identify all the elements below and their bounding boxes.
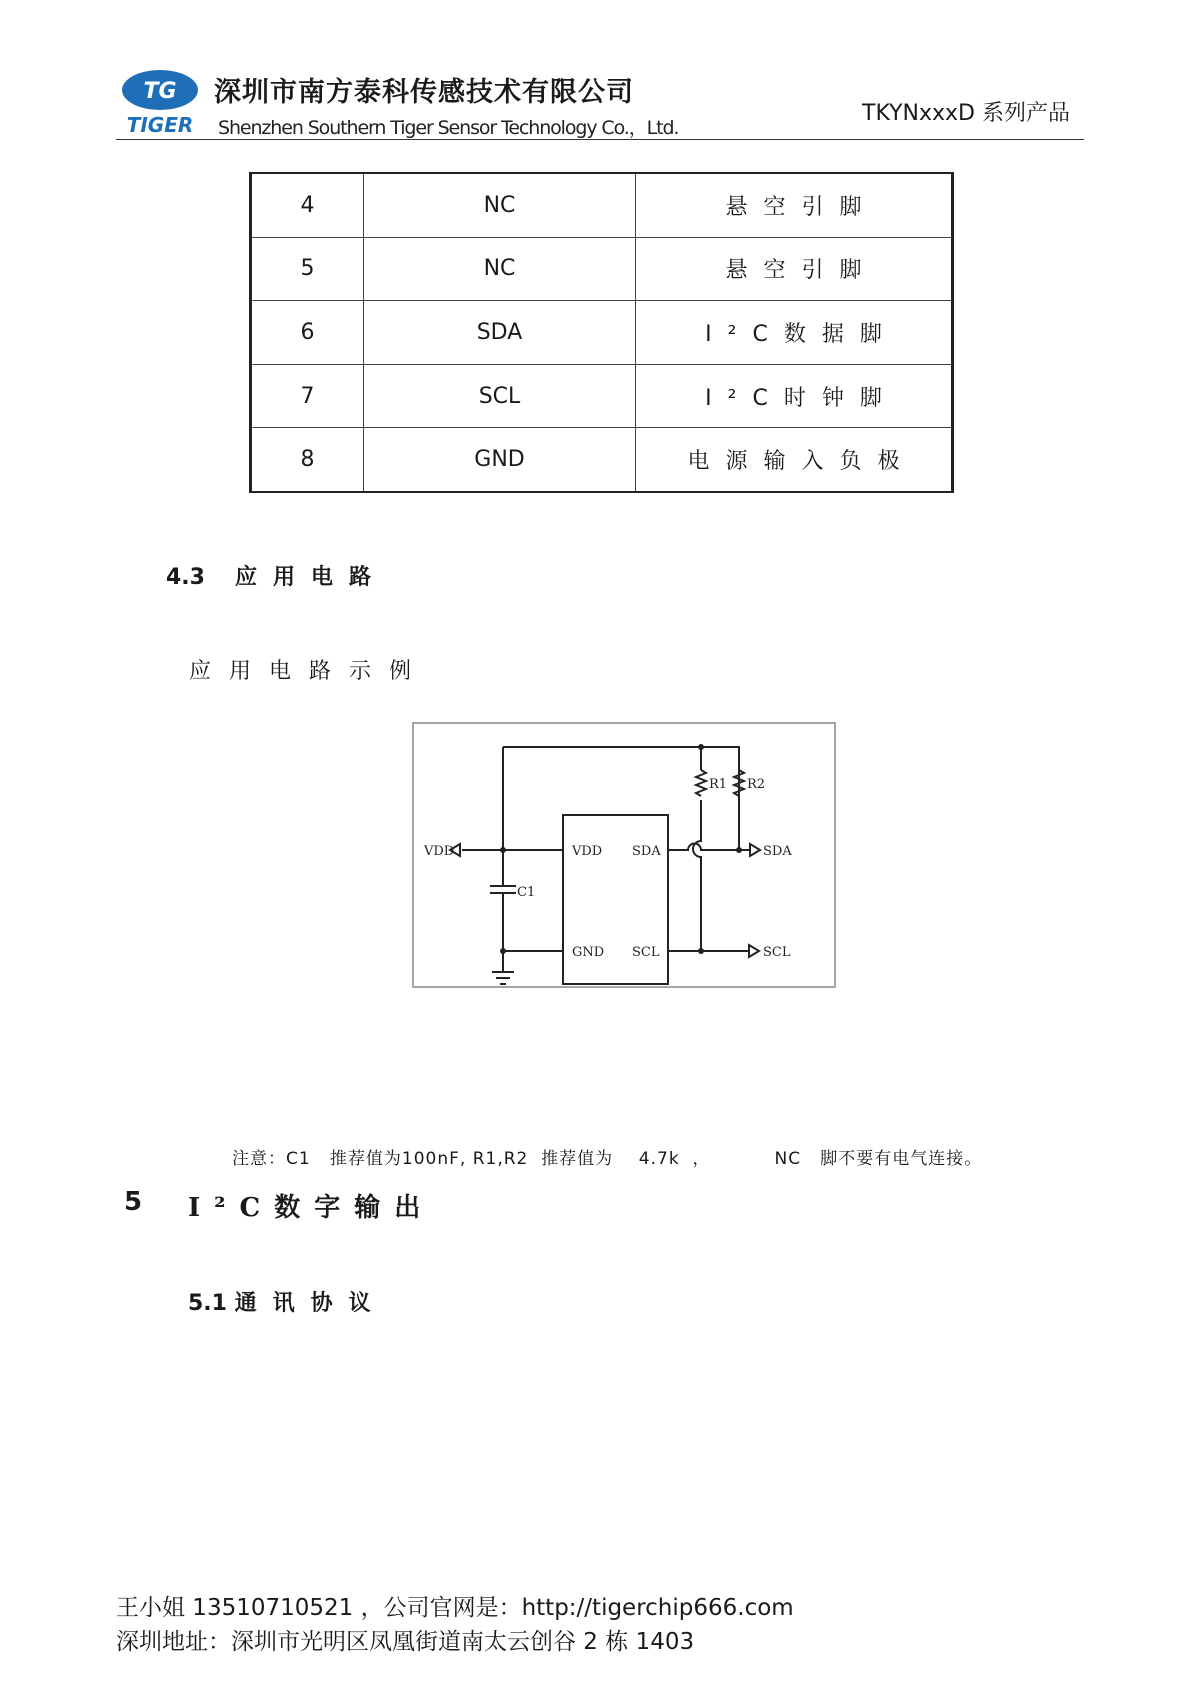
pin-name: SCL — [364, 364, 636, 428]
label-sda-chip: SDA — [632, 844, 661, 859]
junction-dot — [500, 948, 506, 954]
junction-dot — [698, 744, 704, 750]
section-number: 5 — [124, 1187, 143, 1217]
r1-resistor — [696, 770, 706, 796]
company-name-cn: 深圳市南方泰科传感技术有限公司 — [214, 77, 634, 108]
sda-arrow — [750, 844, 760, 856]
label-r2: R2 — [747, 777, 766, 792]
company-name-en: Shenzhen Southern Tiger Sensor Technology Co.，Ltd. — [218, 117, 679, 139]
logo-mark: TG — [143, 79, 177, 104]
table-row — [251, 428, 953, 492]
top-wire — [503, 747, 739, 849]
application-circuit-diagram — [412, 722, 836, 988]
pin-table — [249, 172, 954, 493]
pin-number: 4 — [251, 173, 364, 237]
pin-name: SDA — [364, 301, 636, 365]
pin-name: GND — [364, 428, 636, 492]
circuit-caption: 应用电路示例 — [189, 659, 430, 684]
pin-number: 7 — [251, 364, 364, 428]
logo-word: TIGER — [126, 113, 194, 137]
label-c1: C1 — [517, 885, 536, 900]
pin-name: NC — [364, 173, 636, 237]
label-scl-external: SCL — [763, 945, 791, 960]
pin-description: I²C数据脚 — [636, 301, 953, 365]
company-logo — [116, 66, 204, 138]
ground-symbol — [492, 972, 514, 984]
section-number: 4.3 — [166, 565, 205, 590]
table-row — [251, 301, 953, 365]
table-row — [251, 364, 953, 428]
header-divider — [116, 139, 1084, 140]
circuit-note: 注意：C1 推荐值为100nF, R1,R2 推荐值为 4.7k ， NC 脚不要有电气连接。 — [232, 1149, 983, 1169]
section-title: I²C数字输出 — [188, 1193, 435, 1223]
label-vdd-chip: VDD — [572, 844, 603, 859]
pin-number: 8 — [251, 428, 364, 492]
table-row — [251, 173, 953, 237]
pin-number: 6 — [251, 301, 364, 365]
section-title: 通讯协议 — [234, 1291, 387, 1316]
scl-arrow — [749, 945, 759, 957]
junction-dot — [736, 847, 742, 853]
label-vdd-external: VDD — [424, 844, 455, 859]
label-gnd-chip: GND — [572, 945, 605, 960]
junction-dot — [698, 948, 704, 954]
section-heading-4-3 — [166, 560, 387, 591]
table-row — [251, 237, 953, 301]
pin-number: 5 — [251, 237, 364, 301]
footer-contact: 王小姐 13510710521 ，公司官网是：http://tigerchip666.com — [116, 1595, 794, 1621]
label-r1: R1 — [709, 777, 728, 792]
c1-capacitor — [490, 886, 516, 893]
product-series: TKYNxxxD 系列产品 — [862, 101, 1070, 126]
pin-description: 悬空引脚 — [636, 237, 953, 301]
footer-address: 深圳地址：深圳市光明区凤凰街道南太云创谷 2 栋 1403 — [116, 1629, 695, 1655]
junction-dot — [500, 847, 506, 853]
section-heading-5-1 — [188, 1286, 387, 1317]
pin-description: I²C时钟脚 — [636, 364, 953, 428]
pin-name: NC — [364, 237, 636, 301]
label-sda-external: SDA — [763, 844, 792, 859]
label-scl-chip: SCL — [632, 945, 660, 960]
section-number: 5.1 — [188, 1291, 227, 1316]
pin-description: 电源输入负极 — [636, 428, 953, 492]
r1-bottom-wire — [693, 800, 701, 951]
section-title: 应用电路 — [234, 565, 387, 590]
pin-description: 悬空引脚 — [636, 173, 953, 237]
section-heading-5 — [124, 1187, 435, 1223]
